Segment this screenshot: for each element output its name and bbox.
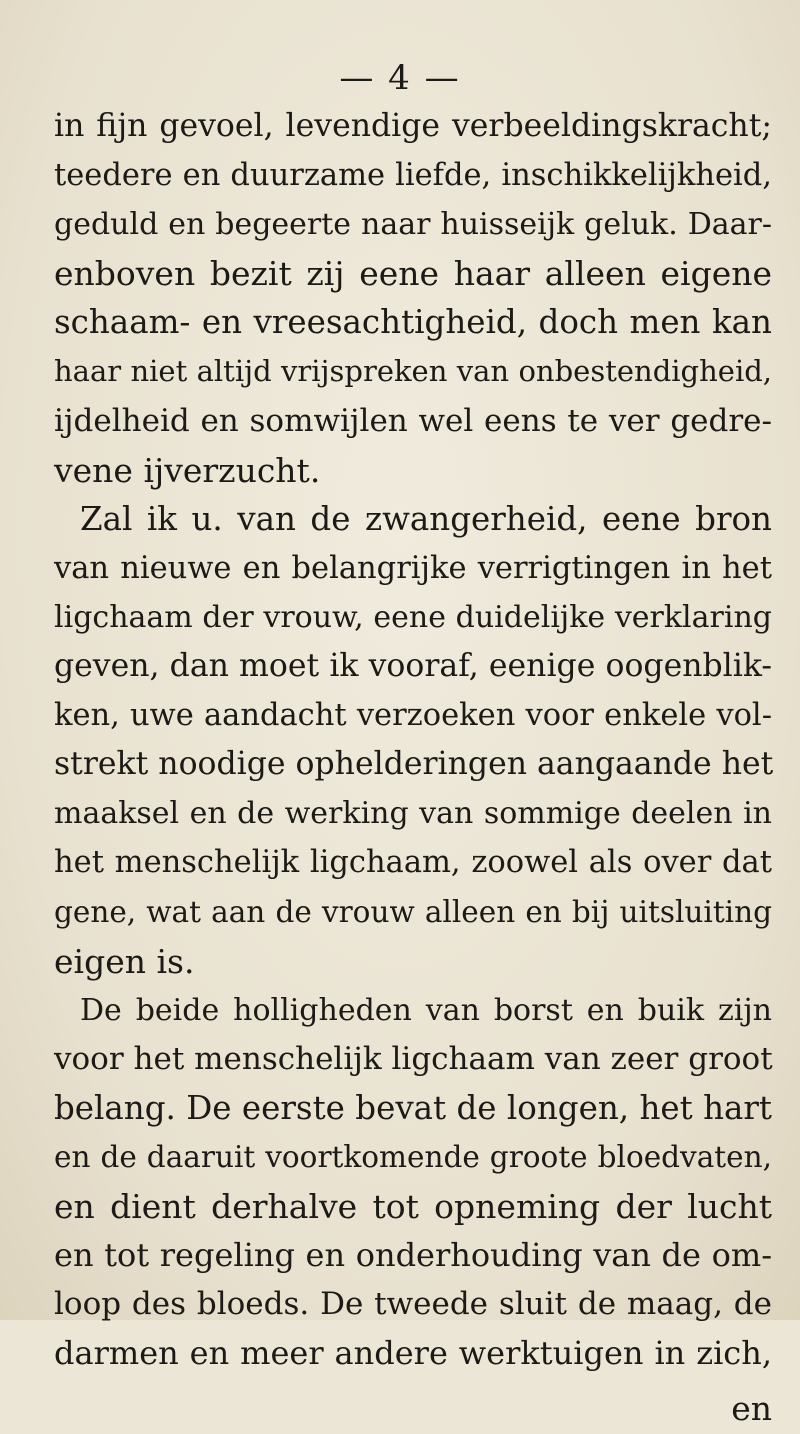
text-line: geven, dan moet ik vooraf, eenige oogenblik-: [54, 648, 772, 685]
text-line: ligchaam der vrouw, eene duidelijke verklaring: [54, 599, 772, 635]
text-line: maaksel en de werking van sommige deelen in: [54, 796, 772, 832]
text-line: darmen en meer andere werktuigen in zich,: [54, 1334, 772, 1373]
text-line: haar niet altijd vrijspreken van onbestendigheid,: [54, 354, 772, 389]
text-line: vene ijverzucht.: [54, 450, 321, 490]
text-line: gene, wat aan de vrouw alleen en bij uitsluiting: [54, 894, 772, 929]
text-line: loop des bloeds. De tweede sluit de maag, de: [54, 1286, 772, 1323]
text-line: geduld en begeerte naar huisseijk geluk. Daar-: [54, 207, 772, 243]
body-text: [54, 102, 772, 1434]
text-line: het menschelijk ligchaam, zoowel als over dat: [54, 845, 772, 881]
text-line: ken, uwe aandacht verzoeken voor enkele vol-: [54, 698, 772, 734]
text-line: en tot regeling en onderhouding van de om-: [54, 1236, 772, 1275]
text-line: van nieuwe en belangrijke verrigtingen in het: [54, 550, 772, 586]
text-line: Zal ik u. van de zwangerheid, eene bron: [80, 499, 772, 538]
text-line: eigen is.: [54, 941, 195, 981]
page-number: — 4 —: [339, 58, 461, 98]
text-line: ijdelheid en somwijlen wel eens te ver gedre-: [54, 402, 772, 439]
text-line: schaam- en vreesachtigheid, doch men kan: [54, 303, 772, 342]
text-line: De beide holligheden van borst en buik zijn: [80, 992, 772, 1028]
text-line: en dient derhalve tot opneming der lucht: [54, 1187, 772, 1227]
text-line: teedere en duurzame liefde, inschikkelijkheid,: [54, 158, 772, 194]
text-line: enboven bezit zij eene haar alleen eigene: [54, 254, 772, 294]
catchword: en: [731, 1389, 772, 1429]
text-line: voor het menschelijk ligchaam van zeer groot: [54, 1040, 773, 1077]
text-line: strekt noodige ophelderingen aangaande het: [54, 746, 774, 783]
text-line: en de daaruit voortkomende groote bloedvaten,: [54, 1139, 772, 1174]
text-line: in fijn gevoel, levendige verbeeldingskracht;: [54, 108, 772, 144]
text-line: belang. De eerste bevat de longen, het hart: [54, 1088, 772, 1127]
